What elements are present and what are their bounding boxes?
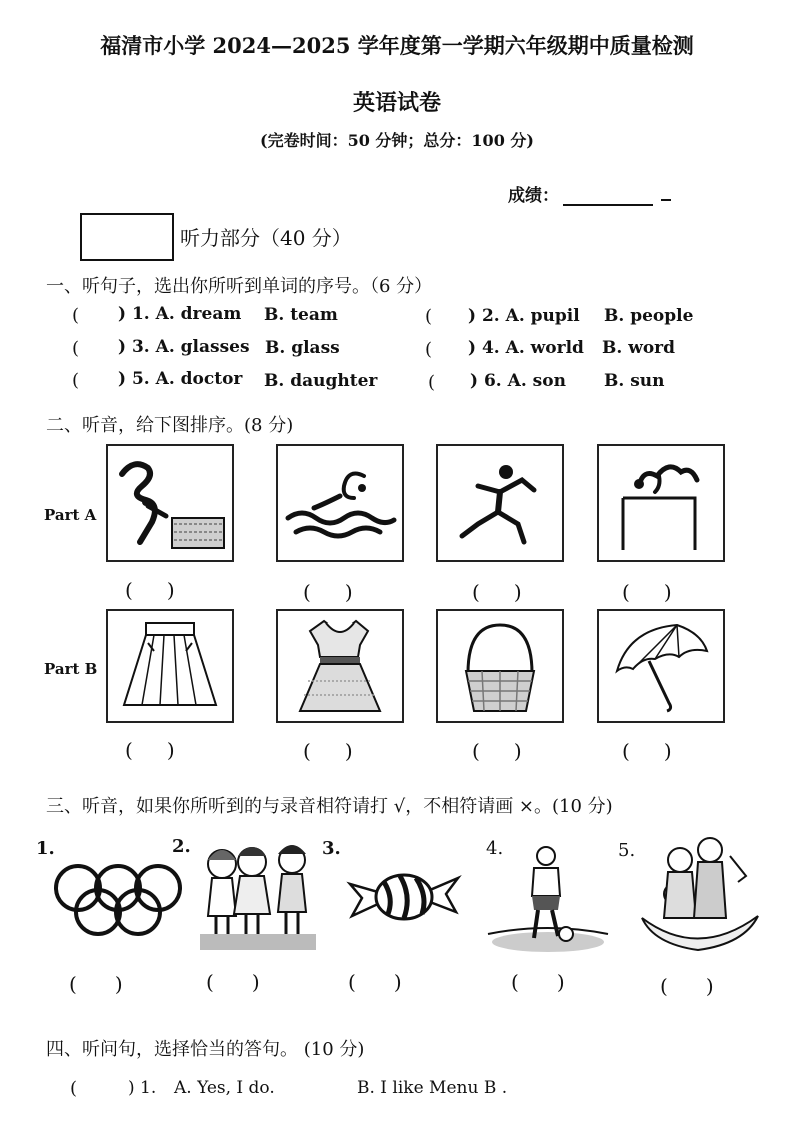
part-a-answer-3[interactable]: ( ) bbox=[472, 580, 522, 604]
running-picture bbox=[436, 444, 564, 562]
q4-item-1-b: B. I like Menu B . bbox=[357, 1078, 508, 1098]
part-a-label: Part A bbox=[44, 506, 97, 524]
family-boat-picture bbox=[634, 832, 762, 966]
q1-item-5-a: ) 5. A. doctor bbox=[118, 369, 243, 389]
q1-item-2-a: ) 2. A. pupil bbox=[468, 306, 580, 326]
running-icon bbox=[438, 446, 562, 560]
q2-title: 二、听音，给下图排序。(8 分) bbox=[46, 415, 294, 436]
dress-icon bbox=[278, 611, 402, 721]
q4-item-1-num: ) 1. bbox=[128, 1078, 157, 1098]
exam-timing: (完卷时间：50 分钟；总分：100 分) bbox=[260, 131, 534, 150]
part-b-answer-4[interactable]: ( ) bbox=[622, 739, 672, 763]
part-b-answer-2[interactable]: ( ) bbox=[303, 739, 353, 763]
answer-paren-open[interactable]: ( bbox=[72, 370, 80, 391]
q3-title: 三、听音，如果你所听到的与录音相符请打 √，不相符请画 ×。(10 分) bbox=[46, 796, 613, 817]
part-a-answer-4[interactable]: ( ) bbox=[622, 580, 672, 604]
diving-icon bbox=[599, 446, 723, 560]
candy-picture bbox=[342, 862, 466, 936]
part-a-answer-2[interactable]: ( ) bbox=[303, 580, 353, 604]
q1-item-4-b: B. word bbox=[602, 338, 676, 358]
q3-number-1: 1. bbox=[36, 838, 55, 859]
q3-answer-5[interactable]: ( ) bbox=[660, 974, 714, 998]
listening-heading: 听力部分（40 分） bbox=[180, 226, 352, 250]
q1-item-6-b: B. sun bbox=[604, 371, 665, 391]
q3-answer-1[interactable]: ( ) bbox=[69, 972, 123, 996]
answer-paren-open[interactable]: ( bbox=[72, 338, 80, 359]
q3-answer-3[interactable]: ( ) bbox=[348, 970, 402, 994]
score-dash bbox=[661, 199, 671, 201]
q1-item-1-a: ) 1. A. dream bbox=[118, 304, 242, 324]
olympic-rings-picture bbox=[52, 858, 186, 946]
answer-paren-open[interactable]: ( bbox=[72, 305, 80, 326]
dress-picture bbox=[276, 609, 404, 723]
kids-picture bbox=[196, 836, 320, 956]
answer-paren-open[interactable]: ( bbox=[425, 339, 433, 360]
q1-item-2-b: B. people bbox=[604, 306, 694, 326]
q1-item-3-a: ) 3. A. glasses bbox=[118, 337, 250, 357]
part-b-answer-1[interactable]: ( ) bbox=[125, 738, 175, 762]
part-b-label: Part B bbox=[44, 660, 98, 678]
football-player-icon bbox=[486, 842, 610, 958]
long-jump-picture bbox=[106, 444, 234, 562]
q3-number-5: 5. bbox=[618, 840, 636, 861]
subject-title: 英语试卷 bbox=[352, 90, 441, 116]
q4-title: 四、听问句，选择恰当的答句。 (10 分) bbox=[46, 1039, 365, 1060]
q1-item-3-b: B. glass bbox=[265, 338, 340, 358]
skirt-icon bbox=[108, 611, 232, 721]
q1-item-4-a: ) 4. A. world bbox=[468, 338, 584, 358]
answer-paren-open[interactable]: ( bbox=[70, 1078, 78, 1099]
kids-icon bbox=[196, 836, 320, 952]
olympic-rings-icon bbox=[52, 858, 186, 942]
long-jump-icon bbox=[108, 446, 232, 560]
q3-number-3: 3. bbox=[322, 838, 341, 859]
part-a-answer-1[interactable]: ( ) bbox=[125, 578, 175, 602]
family-boat-icon bbox=[634, 832, 762, 962]
q4-item-1-a: A. Yes, I do. bbox=[174, 1078, 275, 1098]
basket-picture bbox=[436, 609, 564, 723]
football-player-picture bbox=[486, 842, 610, 962]
skirt-picture bbox=[106, 609, 234, 723]
umbrella-icon bbox=[599, 611, 723, 721]
part-b-answer-3[interactable]: ( ) bbox=[472, 739, 522, 763]
swimming-picture bbox=[276, 444, 404, 562]
exam-title: 福清市小学 2024—2025 学年度第一学期六年级期中质量检测 bbox=[100, 33, 694, 58]
score-blank[interactable] bbox=[563, 204, 653, 206]
q3-number-4: 4. bbox=[486, 838, 504, 859]
q1-title: 一、听句子，选出你所听到单词的序号。（6 分） bbox=[46, 276, 433, 297]
score-label: 成绩： bbox=[508, 186, 559, 206]
umbrella-picture bbox=[597, 609, 725, 723]
q1-item-6-a: ) 6. A. son bbox=[470, 371, 566, 391]
answer-paren-open[interactable]: ( bbox=[425, 306, 433, 327]
diving-picture bbox=[597, 444, 725, 562]
q1-item-5-b: B. daughter bbox=[264, 371, 378, 391]
answer-paren-open[interactable]: ( bbox=[428, 372, 436, 393]
q3-answer-2[interactable]: ( ) bbox=[206, 970, 260, 994]
score-field[interactable] bbox=[508, 181, 671, 206]
q1-item-1-b: B. team bbox=[264, 305, 338, 325]
candy-icon bbox=[342, 862, 466, 932]
swimming-icon bbox=[278, 446, 402, 560]
section-score-box[interactable] bbox=[80, 213, 174, 261]
q3-number-2: 2. bbox=[172, 836, 191, 857]
q3-answer-4[interactable]: ( ) bbox=[511, 970, 565, 994]
basket-icon bbox=[438, 611, 562, 721]
